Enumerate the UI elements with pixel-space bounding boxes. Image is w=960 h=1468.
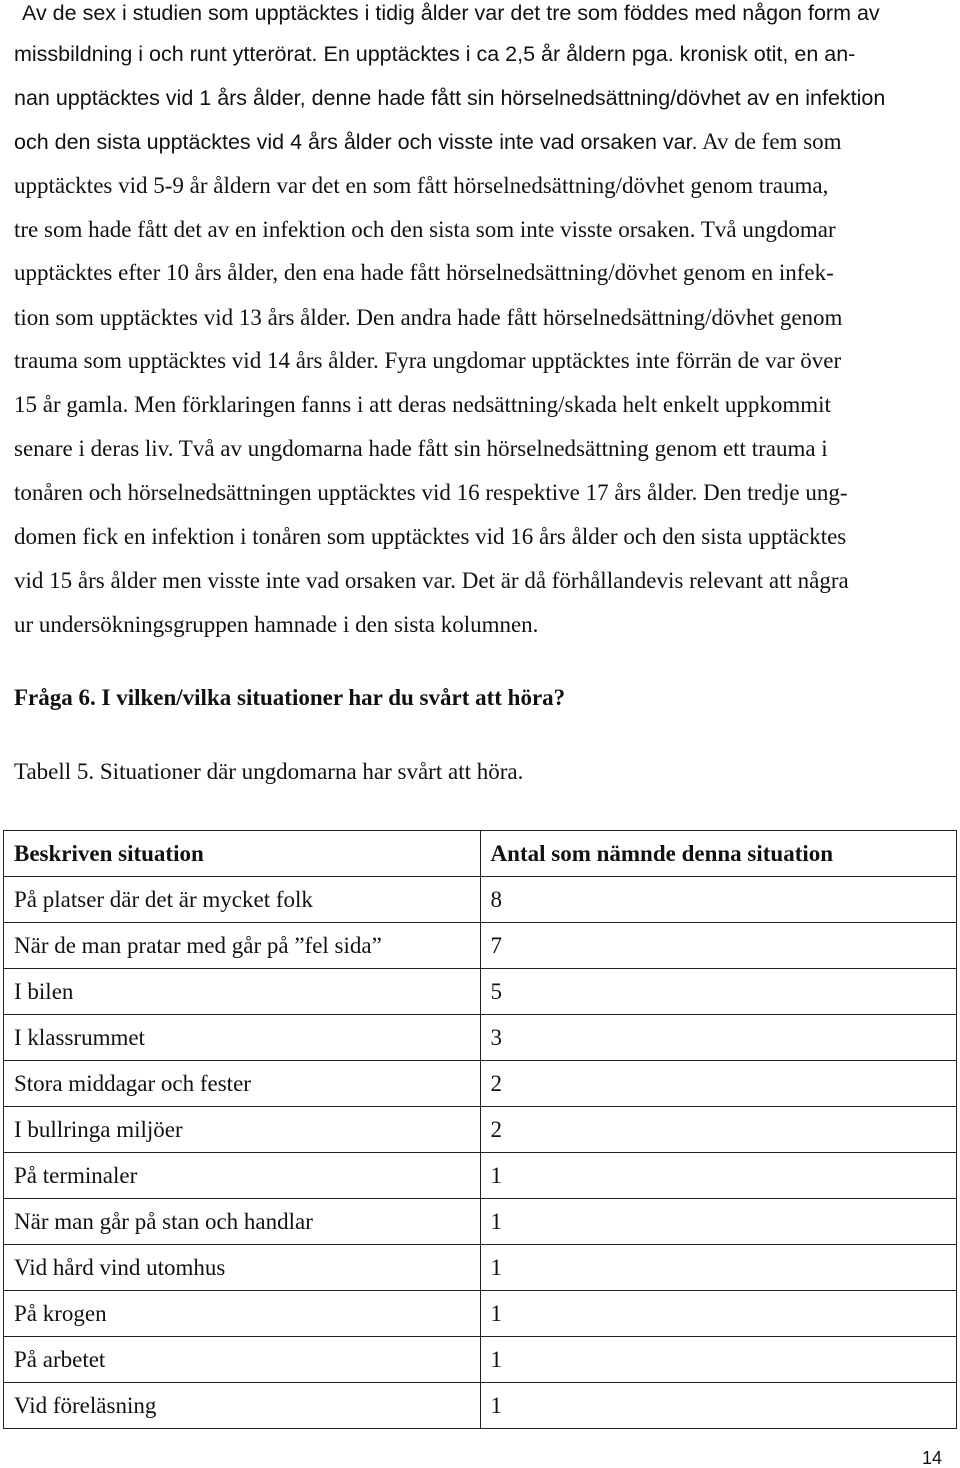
situation-cell: Vid hård vind utomhus [4,1245,481,1291]
table-caption: Tabell 5. Situationer där ungdomarna har svårt att höra. [14,759,524,784]
page-number: 14 [921,1448,942,1468]
table-row [4,1107,957,1153]
situation-cell: När man går på stan och handlar [4,1199,481,1245]
situation-cell: I klassrummet [4,1015,481,1061]
paragraph-line: nan upptäcktes vid 1 års ålder, denne hade fått sin hörselnedsättning/dövhet av en infektion [14,86,886,110]
table-row [4,877,957,923]
count-cell: 7 [480,923,956,969]
count-cell: 2 [480,1107,956,1153]
header-count: Antal som nämnde denna situation [480,831,956,877]
table-row [4,1153,957,1199]
table-row [4,1245,957,1291]
paragraph-line: ur undersökningsgruppen hamnade i den sista kolumnen. [14,612,539,637]
table-row [4,1337,957,1383]
paragraph-line: tion som upptäcktes vid 13 års ålder. Den andra hade fått hörselnedsättning/dövhet genom [14,305,843,330]
table-row [4,1383,957,1429]
count-cell: 5 [480,969,956,1015]
count-cell: 1 [480,1291,956,1337]
count-cell: 1 [480,1153,956,1199]
paragraph-line: och den sista upptäcktes vid 4 års ålder och visste inte vad orsaken var. Av de fem som [14,129,842,154]
table-row [4,1291,957,1337]
count-cell: 1 [480,1245,956,1291]
count-cell: 8 [480,877,956,923]
situation-cell: I bilen [4,969,481,1015]
table-row [4,1015,957,1061]
situation-cell: Vid föreläsning [4,1383,481,1429]
situation-cell: På terminaler [4,1153,481,1199]
paragraph-line: Av de sex i studien som upptäcktes i tidig ålder var det tre som föddes med någon form av [22,1,880,25]
table-row [4,1199,957,1245]
situation-cell: När de man pratar med går på ”fel sida” [4,923,481,969]
count-cell: 3 [480,1015,956,1061]
paragraph-line: tre som hade fått det av en infektion och den sista som inte visste orsaken. Två ungdomar [14,217,836,242]
paragraph-line: missbildning i och runt ytterörat. En upptäcktes i ca 2,5 år åldern pga. kronisk otit, en an- [14,42,856,66]
situations-table [3,830,957,1429]
situation-cell: På krogen [4,1291,481,1337]
count-cell: 2 [480,1061,956,1107]
paragraph-line: domen fick en infektion i tonåren som upptäcktes vid 16 års ålder och den sista upptäcktes [14,524,847,549]
table-header-row [4,831,957,877]
situation-cell: På arbetet [4,1337,481,1383]
situation-cell: Stora middagar och fester [4,1061,481,1107]
count-cell: 1 [480,1337,956,1383]
table-row [4,923,957,969]
paragraph-line: vid 15 års ålder men visste inte vad orsaken var. Det är då förhållandevis relevant att några [14,568,849,593]
paragraph-line: trauma som upptäcktes vid 14 års ålder. Fyra ungdomar upptäcktes inte förrän de var över [14,348,842,373]
header-situation: Beskriven situation [4,831,481,877]
paragraph-line: 15 år gamla. Men förklaringen fanns i att deras nedsättning/skada helt enkelt uppkommit [14,392,831,417]
table-row [4,969,957,1015]
paragraph-line: senare i deras liv. Två av ungdomarna hade fått sin hörselnedsättning genom ett trauma i [14,436,828,461]
count-cell: 1 [480,1383,956,1429]
question-heading: Fråga 6. I vilken/vilka situationer har du svårt att höra? [14,685,566,710]
situation-cell: På platser där det är mycket folk [4,877,481,923]
paragraph-line: tonåren och hörselnedsättningen upptäcktes vid 16 respektive 17 års ålder. Den tredje ung- [14,480,848,505]
paragraph-line: upptäcktes vid 5-9 år åldern var det en som fått hörselnedsättning/dövhet genom trauma, [14,173,829,198]
table-row [4,1061,957,1107]
count-cell: 1 [480,1199,956,1245]
paragraph-line: upptäcktes efter 10 års ålder, den ena hade fått hörselnedsättning/dövhet genom en infek- [14,260,834,285]
situation-cell: I bullringa miljöer [4,1107,481,1153]
